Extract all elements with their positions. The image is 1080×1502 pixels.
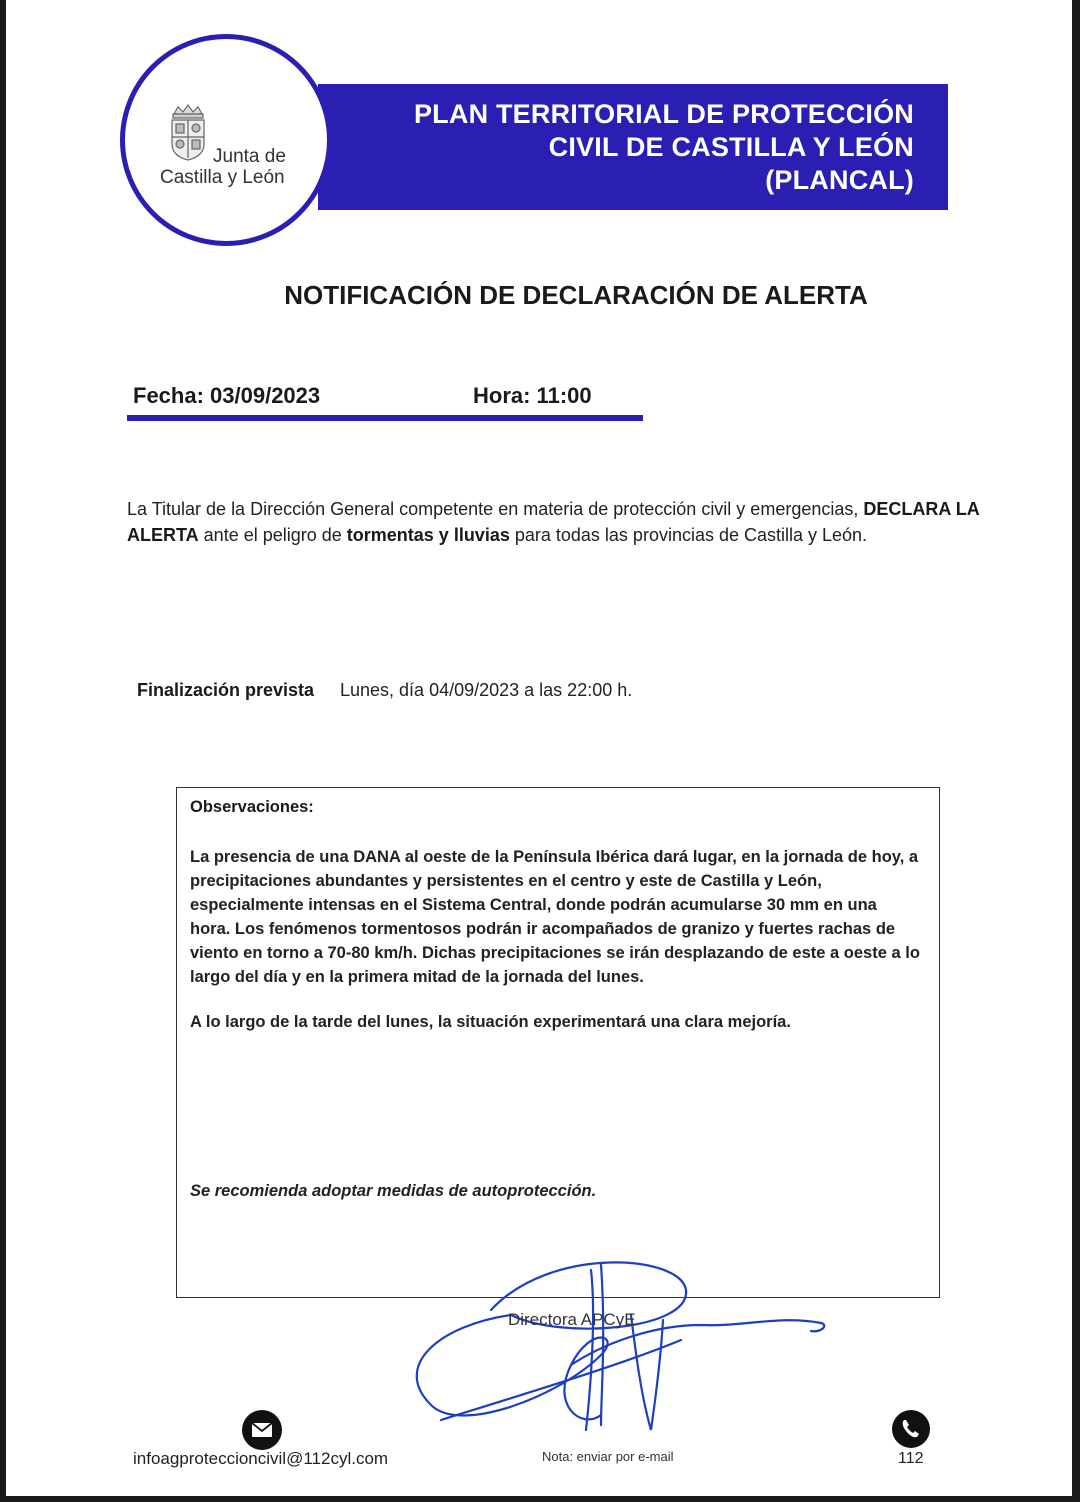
envelope-icon bbox=[242, 1410, 282, 1450]
observations-paragraph-1: La presencia de una DANA al oeste de la Península Ibérica dará lugar, en la jornada de hoy, a precipitaciones abundantes y persistentes en el centro y este de Castilla y León, especialmente intensas en el Sistema Central, donde podrán acumularse 30 mm en una hora. Los fenómenos tormentosos podrán ir acompañados de granizo y fuertes rachas de viento en torno a 70-80 km/h. Dichas precipitaciones se irán desplazando de este a oeste a lo largo del día y en la primera mitad de la jornada del lunes. bbox=[190, 848, 920, 986]
plan-title-line1: PLAN TERRITORIAL DE PROTECCIÓN bbox=[413, 99, 914, 129]
end-value: Lunes, día 04/09/2023 a las 22:00 h. bbox=[340, 680, 633, 700]
footer-note: Nota: enviar por e-mail bbox=[542, 1449, 674, 1464]
contact-email[interactable]: infoagproteccioncivil@112cyl.com bbox=[133, 1449, 389, 1468]
coat-of-arms-icon bbox=[166, 104, 210, 164]
plan-title-line2: CIVIL DE CASTILLA Y LEÓN bbox=[548, 132, 914, 162]
observations-paragraph-2: A lo largo de la tarde del lunes, la situación experimentará una clara mejoría. bbox=[190, 1013, 791, 1031]
signature-icon bbox=[401, 1245, 831, 1445]
date-label: Fecha: 03/09/2023 bbox=[133, 383, 321, 408]
time-label: Hora: 11:00 bbox=[473, 383, 592, 408]
declaration-text-3: para todas las provincias de Castilla y León. bbox=[509, 525, 868, 545]
logo-circle bbox=[120, 34, 332, 246]
signer-title: Directora APCyE bbox=[508, 1310, 636, 1329]
document-page bbox=[6, 0, 1072, 1496]
logo-text-line2: Castilla y León bbox=[160, 167, 285, 188]
observations-title: Observaciones: bbox=[190, 798, 314, 816]
end-label: Finalización prevista bbox=[137, 680, 315, 700]
recommendation-text: Se recomienda adoptar medidas de autoprotección. bbox=[190, 1182, 597, 1200]
declaration-bold-1: DECLARA LA ALERTA bbox=[127, 499, 980, 545]
header-banner bbox=[318, 84, 948, 210]
logo-text-line1: Junta de bbox=[213, 146, 286, 167]
declaration-text-1: La Titular de la Dirección General competente en materia de protección civil y emergencias, bbox=[127, 499, 864, 519]
emergency-phone[interactable]: 112 bbox=[898, 1450, 924, 1467]
declaration-bold-2: tormentas y lluvias bbox=[346, 525, 510, 545]
phone-icon bbox=[892, 1410, 930, 1448]
date-underline bbox=[127, 415, 643, 421]
plan-title bbox=[354, 98, 914, 197]
document-title: NOTIFICACIÓN DE DECLARACIÓN DE ALERTA bbox=[284, 280, 868, 310]
declaration-text-2: ante el peligro de bbox=[198, 525, 347, 545]
plan-title-line3: (PLANCAL) bbox=[765, 165, 914, 195]
declaration-paragraph bbox=[127, 496, 987, 548]
